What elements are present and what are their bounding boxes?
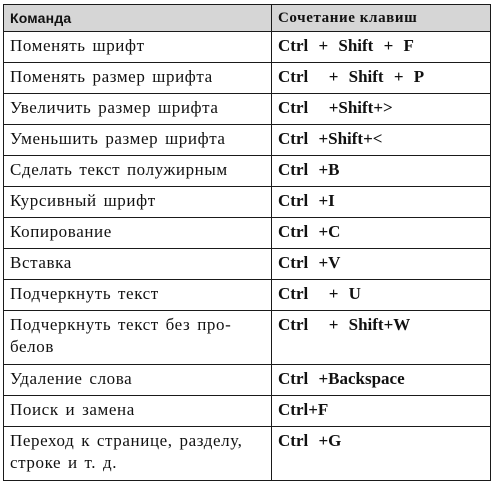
table-row <box>4 94 491 125</box>
shortcut-cell: Ctrl +I <box>272 187 491 218</box>
table-row <box>4 32 491 63</box>
table-row <box>4 280 491 311</box>
command-cell: Вставка <box>4 249 272 280</box>
command-cell: Уменьшить размер шрифта <box>4 125 272 156</box>
table-row <box>4 365 491 396</box>
table-row <box>4 396 491 427</box>
command-cell: Поиск и замена <box>4 396 272 427</box>
shortcut-cell: Ctrl+F <box>272 396 491 427</box>
shortcut-cell: Ctrl + Shift + F <box>272 32 491 63</box>
command-cell: Копирование <box>4 218 272 249</box>
command-cell: Увеличить размер шрифта <box>4 94 272 125</box>
table-row <box>4 125 491 156</box>
shortcut-cell: Ctrl +Shift+< <box>272 125 491 156</box>
command-cell: Удаление слова <box>4 365 272 396</box>
command-cell: Переход к странице, разделу, строке и т. д. <box>4 427 272 481</box>
table-body <box>4 32 491 481</box>
command-cell: Курсивный шрифт <box>4 187 272 218</box>
table-header <box>4 5 491 32</box>
table-row <box>4 218 491 249</box>
hotkeys-table <box>3 4 491 481</box>
header-shortcut: Сочетание клавиш <box>272 5 491 32</box>
shortcut-cell: Ctrl +C <box>272 218 491 249</box>
command-cell: Подчеркнуть текст <box>4 280 272 311</box>
command-cell: Поменять шрифт <box>4 32 272 63</box>
header-command: Команда <box>4 5 272 32</box>
shortcut-cell: Ctrl +G <box>272 427 491 481</box>
command-cell: Поменять размер шрифта <box>4 63 272 94</box>
header-row <box>4 5 491 32</box>
shortcut-cell: Ctrl + U <box>272 280 491 311</box>
shortcut-cell: Ctrl + Shift + P <box>272 63 491 94</box>
table-row <box>4 249 491 280</box>
table-row <box>4 311 491 365</box>
shortcut-cell: Ctrl +Shift+> <box>272 94 491 125</box>
command-cell: Сделать текст полужирным <box>4 156 272 187</box>
shortcut-cell: Ctrl +V <box>272 249 491 280</box>
table-row <box>4 187 491 218</box>
command-cell: Подчеркнуть текст без про- белов <box>4 311 272 365</box>
table-row <box>4 63 491 94</box>
shortcut-cell: Ctrl +B <box>272 156 491 187</box>
table-row <box>4 156 491 187</box>
shortcut-cell: Ctrl +Backspace <box>272 365 491 396</box>
shortcut-cell: Ctrl + Shift+W <box>272 311 491 365</box>
table-row <box>4 427 491 481</box>
